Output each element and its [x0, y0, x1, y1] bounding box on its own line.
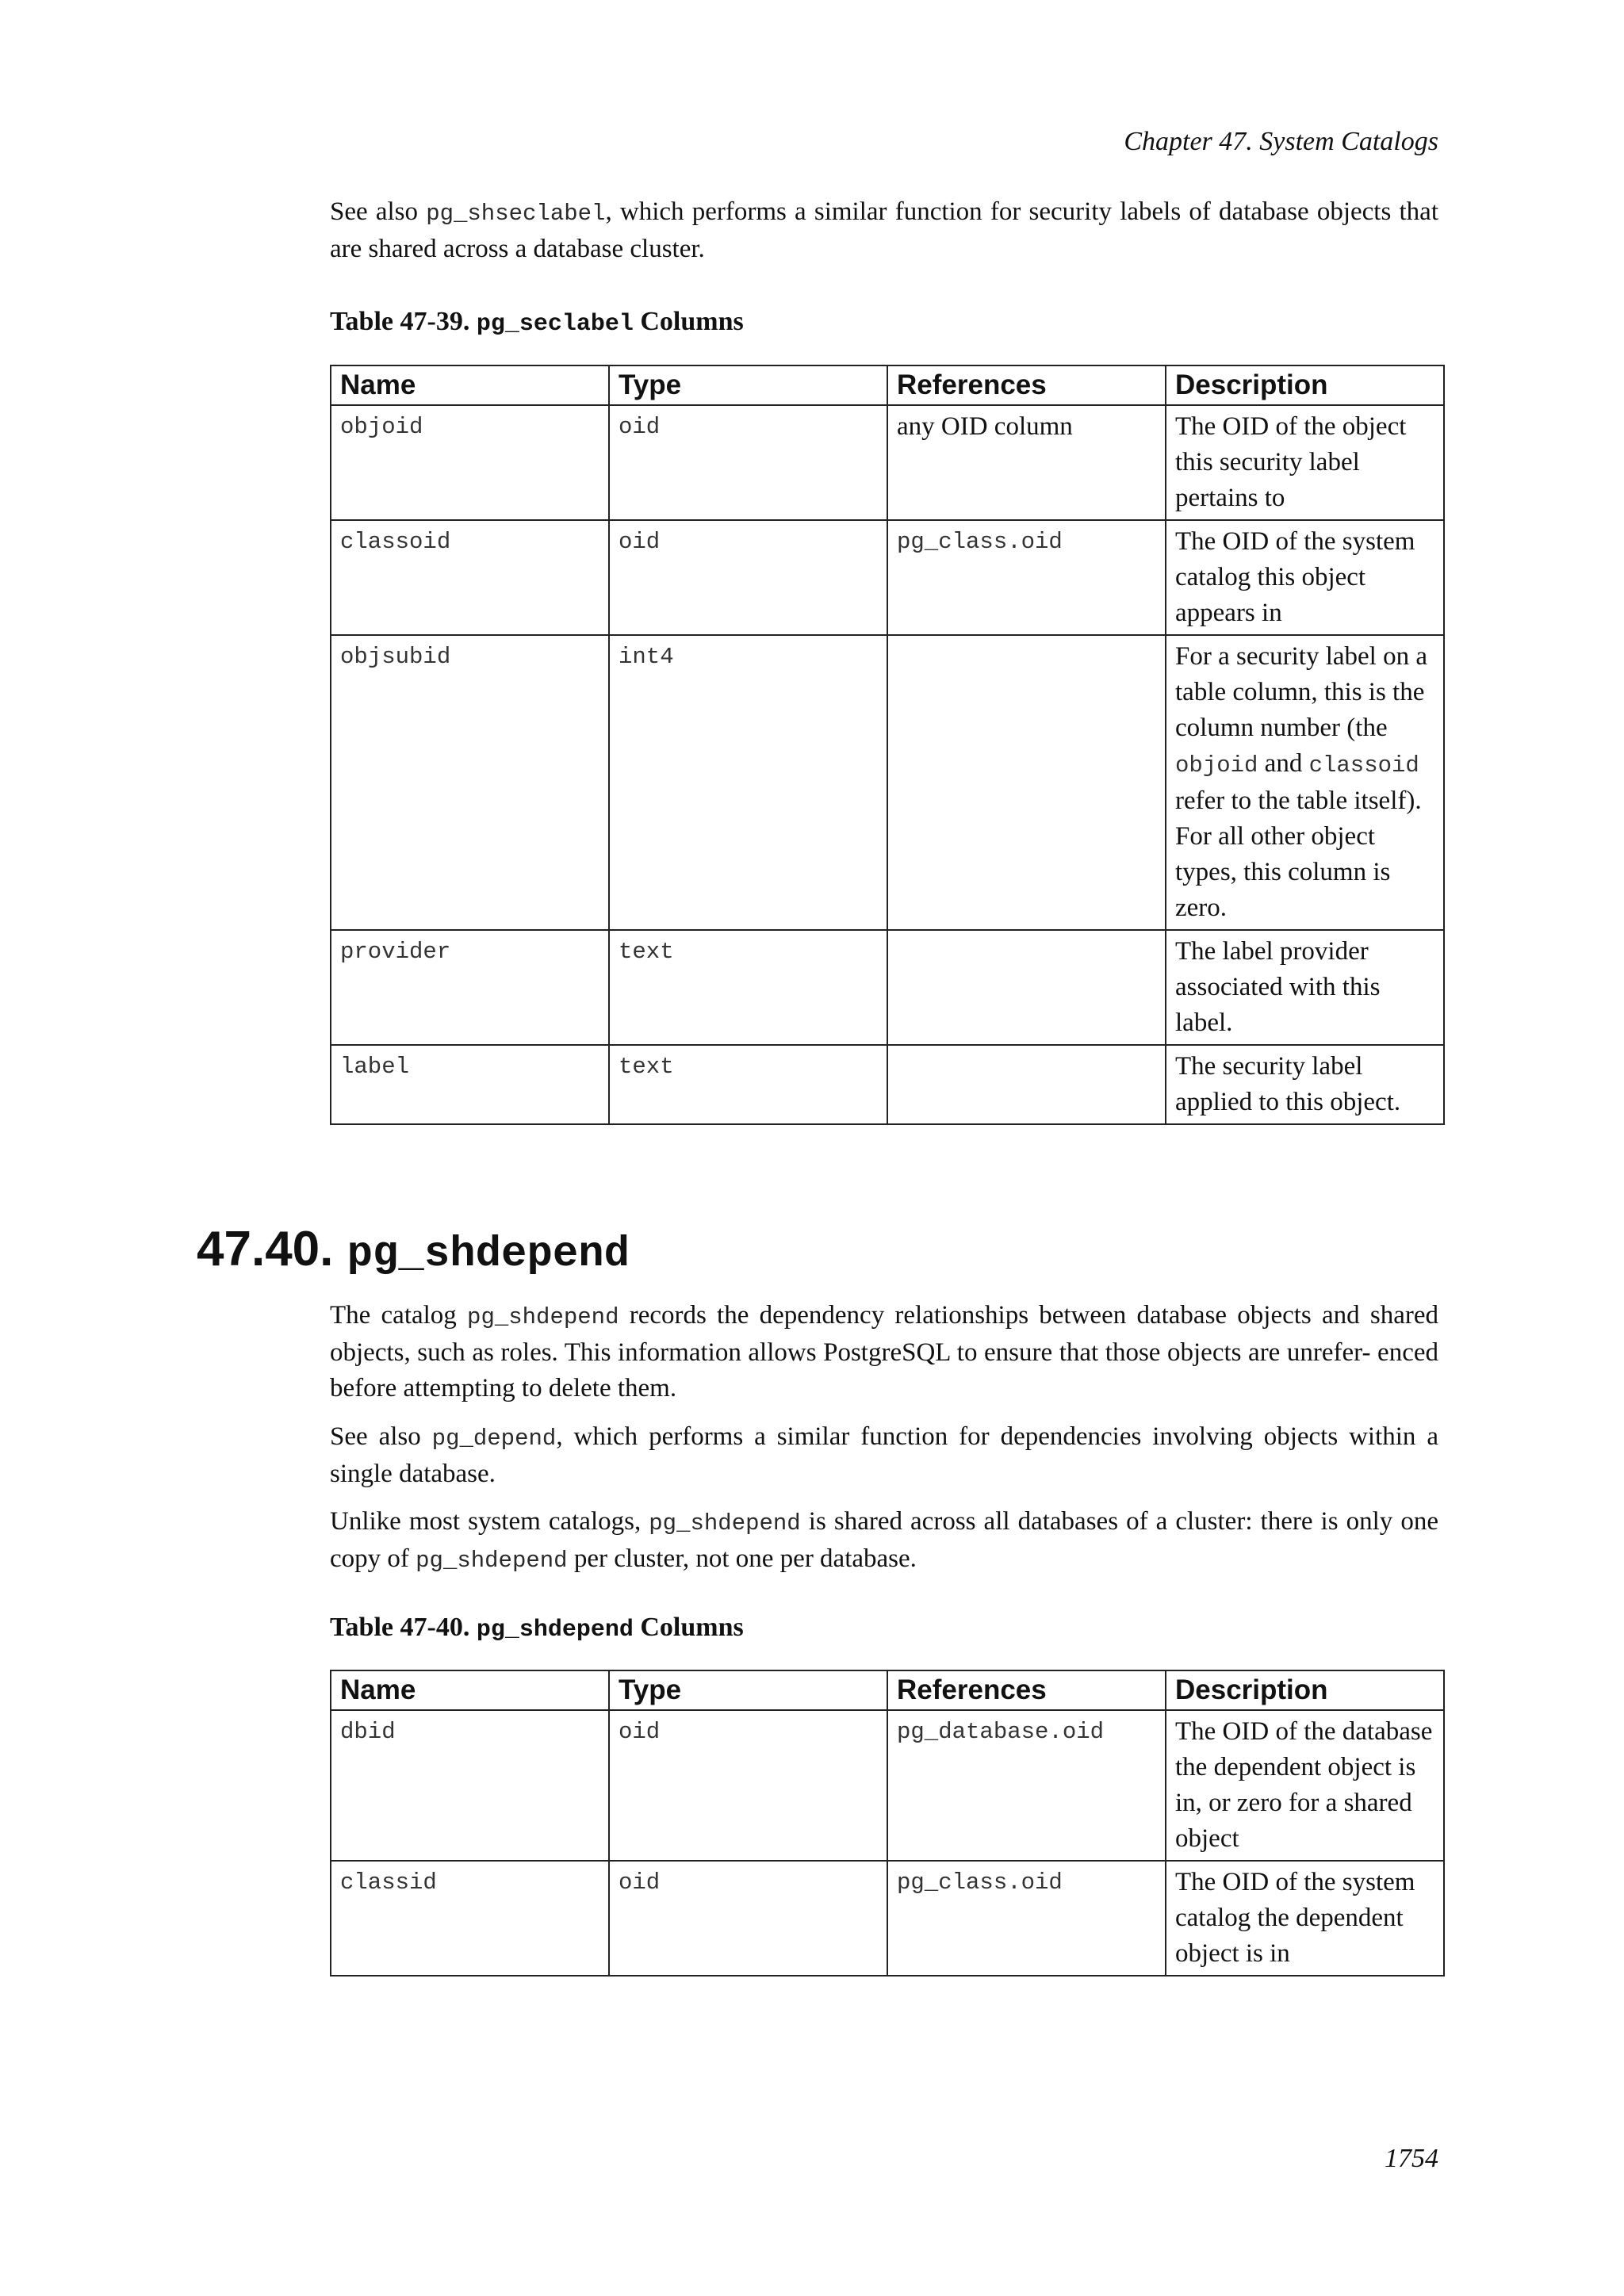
cell-description: The OID of the system catalog the dependent object is in [1166, 1861, 1444, 1976]
table2-header-row [331, 1670, 1444, 1710]
cell-references: pg_class.oid [887, 1861, 1166, 1976]
section-title: pg_shdepend [347, 1230, 630, 1279]
intro-code-ref: pg_shseclabel [426, 201, 606, 227]
description-text: refer to the table itself). For all other object types, this column is zero. [1175, 786, 1422, 922]
intro-text: See also [330, 197, 427, 226]
table-row [331, 1861, 1444, 1976]
para-text: See also [330, 1422, 432, 1451]
para-code-ref: pg_depend [431, 1425, 557, 1452]
table1-caption-prefix: Table 47-39. [330, 307, 477, 336]
para-text: The catalog [330, 1301, 468, 1330]
cell-name: classoid [331, 520, 609, 635]
table1-pg-seclabel-columns [330, 365, 1445, 1125]
cell-name: objsubid [331, 635, 609, 930]
para-text: , which performs a similar function for dependencies involving objects within a single database. [330, 1422, 1439, 1488]
para-text: records the dependency relationships between database objects and shared objects, such as roles. This information allows PostgreSQL to ensure that those objects are unrefer- enced before attempting to delete them. [330, 1301, 1438, 1402]
section-paragraph-3 [330, 1504, 1438, 1578]
cell-description: The label provider associated with this label. [1166, 930, 1444, 1045]
cell-description: The security label applied to this object. [1166, 1045, 1444, 1124]
cell-type: oid [609, 405, 887, 520]
table-row [331, 930, 1444, 1045]
table-row [331, 405, 1444, 520]
section-paragraph-1 [330, 1298, 1438, 1406]
cell-description: The OID of the database the dependent object is in, or zero for a shared object [1166, 1710, 1444, 1861]
cell-name: label [331, 1045, 609, 1124]
table1-header-row [331, 365, 1444, 405]
table2-caption [330, 1613, 744, 1644]
table-row [331, 1710, 1444, 1861]
table2-caption-prefix: Table 47-40. [330, 1613, 477, 1642]
cell-references: pg_database.oid [887, 1710, 1166, 1861]
column-header-description: Description [1166, 365, 1444, 405]
para-text: per cluster, not one per database. [567, 1544, 917, 1573]
cell-description: The OID of the object this security label pertains to [1166, 405, 1444, 520]
description-code: objoid [1175, 752, 1258, 779]
para-code-ref: pg_shdepend [649, 1510, 801, 1536]
column-header-description: Description [1166, 1670, 1444, 1710]
section-number: 47.40. [197, 1222, 334, 1276]
table2-caption-suffix: Columns [633, 1613, 744, 1642]
cell-type: oid [609, 1861, 887, 1976]
cell-name: classid [331, 1861, 609, 1976]
table1-caption-code: pg_seclabel [476, 311, 634, 338]
cell-description [1166, 635, 1444, 930]
para-code-ref: pg_shdepend [467, 1304, 619, 1330]
table2-pg-shdepend-columns [330, 1670, 1445, 1976]
table1-caption-suffix: Columns [633, 307, 744, 336]
cell-references: any OID column [887, 405, 1166, 520]
column-header-type: Type [609, 365, 887, 405]
cell-description: The OID of the system catalog this object appears in [1166, 520, 1444, 635]
running-header: Chapter 47. System Catalogs [1124, 127, 1438, 156]
description-text: For a security label on a table column, this is the column number (the [1175, 642, 1427, 742]
table-row [331, 1045, 1444, 1124]
para-text: Unlike most system catalogs, [330, 1507, 649, 1536]
intro-paragraph [330, 194, 1438, 267]
cell-type: oid [609, 1710, 887, 1861]
cell-name: dbid [331, 1710, 609, 1861]
column-header-name: Name [331, 1670, 609, 1710]
cell-name: provider [331, 930, 609, 1045]
description-code: classoid [1308, 752, 1419, 779]
table2-caption-code: pg_shdepend [476, 1617, 634, 1644]
table-row [331, 520, 1444, 635]
cell-references: pg_class.oid [887, 520, 1166, 635]
cell-references [887, 930, 1166, 1045]
cell-type: int4 [609, 635, 887, 930]
para-text: is shared across all databases of a cluster: there is only one copy of [330, 1507, 1438, 1573]
table-row [331, 635, 1444, 930]
cell-type: oid [609, 520, 887, 635]
column-header-references: References [887, 1670, 1166, 1710]
column-header-type: Type [609, 1670, 887, 1710]
cell-name: objoid [331, 405, 609, 520]
cell-type: text [609, 930, 887, 1045]
cell-references [887, 635, 1166, 930]
page-number: 1754 [1385, 2144, 1438, 2173]
para-code-ref: pg_shdepend [416, 1548, 568, 1574]
table1-caption [330, 307, 744, 338]
section-paragraph-2 [330, 1419, 1438, 1492]
intro-text-rest: , which performs a similar function for security labels of database objects that are shared across a database cluster. [330, 197, 1438, 263]
section-heading [197, 1221, 630, 1279]
cell-references [887, 1045, 1166, 1124]
column-header-references: References [887, 365, 1166, 405]
description-text: and [1258, 749, 1309, 778]
column-header-name: Name [331, 365, 609, 405]
cell-type: text [609, 1045, 887, 1124]
